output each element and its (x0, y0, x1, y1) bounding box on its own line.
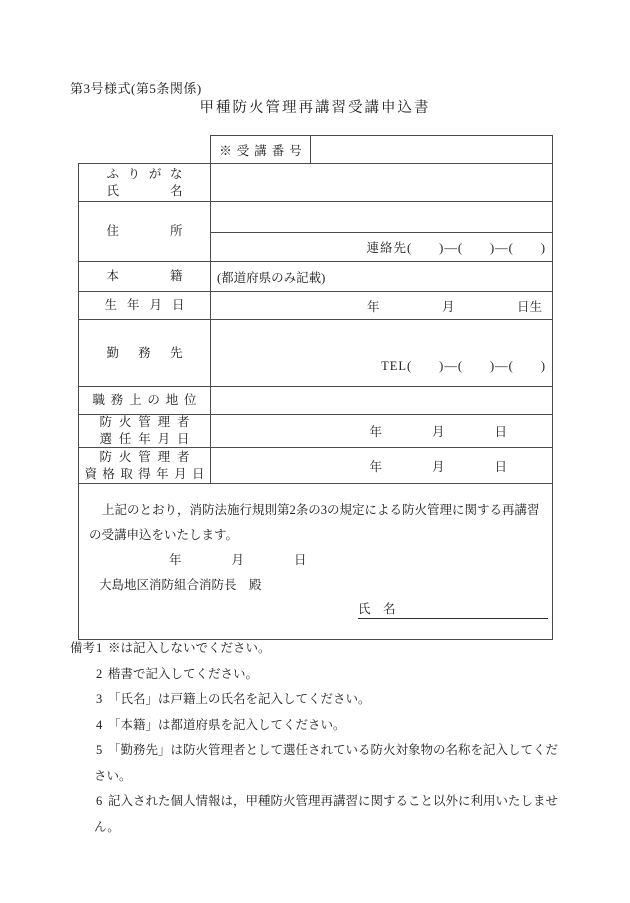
note-item-2 (70, 662, 562, 688)
birthdate-row-label (79, 292, 211, 319)
registry-hint: (都道府県のみ記載) (217, 270, 326, 285)
table-row-position (79, 387, 552, 415)
registration-number-field[interactable] (311, 136, 552, 163)
table-row-workplace (79, 320, 552, 387)
table-row-appointment-date (79, 415, 552, 448)
table-row-birthdate (79, 292, 552, 320)
contact-phone-field[interactable] (211, 233, 552, 260)
note-item-6 (70, 789, 562, 840)
signature-label: 氏 名 (358, 602, 396, 616)
address-field[interactable] (211, 202, 552, 233)
note-number: 4 (96, 717, 103, 732)
qualification-date-label: 資格取得年月日 (84, 466, 205, 481)
appointment-date-field[interactable] (211, 415, 552, 447)
note-text: 「氏名」は戸籍上の氏名を記入してください。 (108, 692, 371, 706)
furigana-label: ふりがな (106, 166, 183, 181)
table-row-address (79, 202, 552, 262)
position-row-label (79, 387, 211, 414)
appointment-date-blanks: 年 月 日 (369, 425, 507, 439)
qualification-date-field[interactable] (211, 448, 552, 483)
workplace-row-label (79, 320, 211, 386)
registry-row-label (79, 262, 211, 291)
table-row-registry (79, 262, 552, 292)
declaration-statement: 上記のとおり，消防法施行規則第2条の3の規定による防火管理に関する再講習の受講申込をいたします。 (89, 503, 540, 542)
appointment-row-label (79, 415, 211, 447)
note-item-1 (70, 636, 562, 662)
note-text: 記入された個人情報は，甲種防火管理再講習に関すること以外に利用いたしません。 (94, 794, 559, 834)
note-number: 1 (96, 641, 103, 655)
table-row-name (79, 164, 552, 202)
declaration-content (79, 484, 552, 639)
note-number: 5 (96, 743, 103, 757)
registration-number-row (210, 135, 553, 163)
note-item-5 (70, 738, 562, 789)
registry-label: 本籍 (106, 269, 183, 283)
note-text: ※は記入しないでください。 (108, 641, 271, 655)
note-number: 3 (96, 692, 103, 706)
position-label: 職務上の地位 (92, 393, 197, 407)
address-label: 住所 (106, 224, 183, 238)
qualification-row-label (79, 448, 211, 483)
name-field[interactable] (211, 164, 552, 201)
contact-phone-blanks: 連絡先( )—( )—( ) (366, 240, 546, 255)
table-row-qualification-date (79, 448, 552, 484)
birthdate-label: 生年月日 (104, 298, 185, 312)
birthdate-field[interactable] (211, 292, 552, 319)
declaration-date-field[interactable]: 年 月 日 (169, 553, 307, 567)
note-item-4 (70, 713, 562, 739)
fire-manager-label-2: 防火管理者 (99, 449, 190, 464)
registry-field[interactable] (211, 262, 552, 291)
address-row-label (79, 202, 211, 261)
position-field[interactable] (211, 387, 552, 414)
note-number: 2 (96, 666, 103, 681)
workplace-tel-blanks: TEL( )—( )—( ) (381, 359, 546, 373)
declaration-box (79, 484, 552, 639)
name-label: 氏名 (106, 183, 183, 198)
workplace-field[interactable] (211, 320, 552, 386)
fire-manager-label: 防火管理者 (99, 415, 190, 429)
notes-section (70, 636, 562, 840)
form-number: 第3号様式(第5条関係) (70, 81, 202, 96)
note-text: 「本籍」は都道府県を記入してください。 (108, 717, 346, 732)
registration-number-label: ※受講番号 (211, 136, 311, 163)
declaration-addressee: 大島地区消防組合消防長 殿 (99, 578, 262, 592)
form-main-table (78, 163, 553, 640)
appointment-date-label: 選任年月日 (99, 432, 190, 446)
name-row-label (79, 164, 211, 201)
note-text: 「勤務先」は防火管理者として選任されている防火対象物の名称を記入してください。 (94, 743, 559, 783)
notes-heading: 備考 (70, 641, 96, 655)
note-item-3 (70, 687, 562, 713)
address-cell (211, 202, 552, 261)
birthdate-blanks: 年 月 日生 (366, 299, 542, 314)
qualification-date-blanks: 年 月 日 (369, 459, 507, 474)
signature-field[interactable] (358, 601, 548, 619)
workplace-label: 勤務先 (106, 345, 183, 360)
page-title: 甲種防火管理再講習受講申込書 (199, 100, 431, 116)
note-text: 楷書で記入してください。 (108, 666, 259, 681)
note-number: 6 (96, 794, 103, 808)
